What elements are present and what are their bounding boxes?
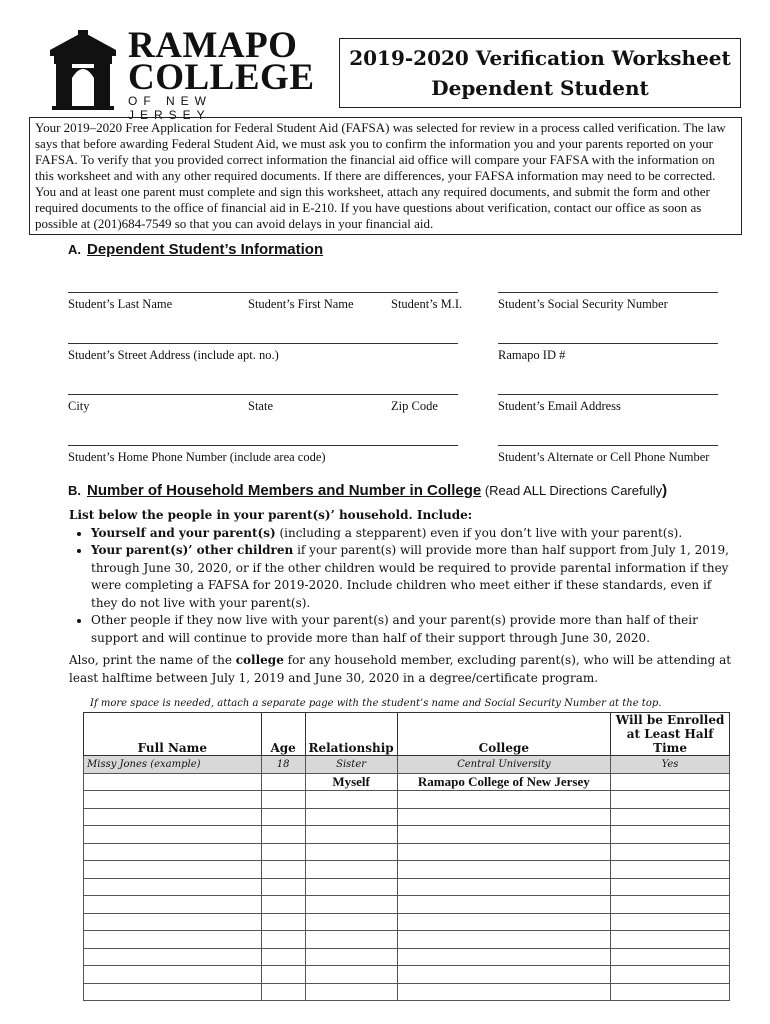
alt-phone-line[interactable] [498,445,718,446]
name-cell[interactable] [84,843,262,861]
table-row [84,913,730,931]
logo-text-ramapo: RAMAPO [128,25,298,66]
age-cell[interactable] [261,931,305,949]
ssn-label: Student’s Social Security Number [498,297,668,311]
header-full-name: Full Name [84,713,262,756]
relationship-cell[interactable] [305,878,397,896]
enrolled-cell[interactable] [611,826,730,844]
city-state-zip-line[interactable] [68,394,458,395]
age-cell[interactable] [261,826,305,844]
section-b-lead: List below the people in your parent(s)’ household. Include: [69,508,473,522]
enrolled-cell[interactable] [611,913,730,931]
list-item: • Your parent(s)’ other children if your parent(s) will provide more than half support from July 1, 2019, through June 30, 2020, or if the other children would be required to provide parental information if they were completing a FAFSA for 2019-2020. Include children who meet either if these standards, even if they do not live with your parent(s). [91,542,737,612]
relationship-cell[interactable] [305,826,397,844]
section-b-note-close: ) [662,482,668,499]
logo-text-college: COLLEGE [128,57,315,98]
ramapo-id-label: Ramapo ID # [498,348,566,362]
enrolled-cell[interactable] [611,931,730,949]
college-cell[interactable] [397,983,611,1001]
worksheet-title-box [339,38,741,108]
email-line[interactable] [498,394,718,395]
header-enrolled: Will be Enrolled at Least Half Time [611,713,730,756]
name-cell[interactable] [84,773,262,791]
table-row [84,826,730,844]
age-cell[interactable] [261,966,305,984]
table-header-row [84,713,730,756]
example-enrolled: Yes [611,756,730,774]
list-item: • Yourself and your parent(s) (including a stepparent) even if you don’t live with your parent(s). [91,525,737,543]
section-b-heading [68,482,667,499]
household-table [83,712,730,1001]
relationship-cell[interactable] [305,791,397,809]
college-cell[interactable]: Ramapo College of New Jersey [397,773,611,791]
college-cell[interactable] [397,966,611,984]
example-age: 18 [261,756,305,774]
section-a-heading [68,241,323,258]
college-cell[interactable] [397,808,611,826]
name-cell[interactable] [84,791,262,809]
header-relationship: Relationship [305,713,397,756]
table-row [84,983,730,1001]
mi-label: Student’s M.I. [391,297,463,311]
relationship-cell[interactable] [305,983,397,1001]
college-logo [48,25,315,122]
relationship-cell[interactable] [305,931,397,949]
table-row [84,896,730,914]
include-list [69,525,737,648]
section-a-letter: A. [68,242,81,257]
enrolled-cell[interactable] [611,791,730,809]
age-cell[interactable] [261,896,305,914]
age-cell[interactable] [261,878,305,896]
enrolled-cell[interactable] [611,808,730,826]
name-cell[interactable] [84,966,262,984]
home-phone-label: Student’s Home Phone Number (include area code) [68,450,326,464]
table-row-example [84,756,730,774]
name-cell[interactable] [84,861,262,879]
relationship-cell[interactable] [305,808,397,826]
age-cell[interactable] [261,913,305,931]
table-row [84,773,730,791]
home-phone-line[interactable] [68,445,458,446]
enrolled-cell[interactable] [611,878,730,896]
name-cell[interactable] [84,913,262,931]
age-cell[interactable] [261,983,305,1001]
enrolled-cell[interactable] [611,983,730,1001]
ramapo-id-line[interactable] [498,343,718,344]
alt-phone-label: Student’s Alternate or Cell Phone Number [498,450,710,464]
college-cell[interactable] [397,913,611,931]
table-row [84,791,730,809]
email-label: Student’s Email Address [498,399,621,413]
enrolled-cell[interactable] [611,773,730,791]
relationship-cell[interactable] [305,966,397,984]
section-b-note: (Read ALL Directions Carefully [481,483,663,498]
table-row [84,931,730,949]
list-item: • Other people if they now live with your parent(s) and your parent(s) provide more than half of their support and will continue to provide more than half of their support through June 30, 2020. [91,612,737,647]
table-row [84,843,730,861]
space-note: If more space is needed, attach a separate page with the student’s name and Social Security Number at the top. [90,698,662,709]
section-b-instructions [69,507,737,687]
enrolled-cell[interactable] [611,966,730,984]
table-row [84,861,730,879]
relationship-cell[interactable]: Myself [305,773,397,791]
age-cell[interactable] [261,791,305,809]
name-cell[interactable] [84,896,262,914]
example-relationship: Sister [305,756,397,774]
enrolled-cell[interactable] [611,948,730,966]
college-cell[interactable] [397,896,611,914]
logo-text-nj: OF NEW JERSEY [128,94,212,122]
enrolled-cell[interactable] [611,861,730,879]
enrolled-cell[interactable] [611,896,730,914]
name-signature-line[interactable] [68,292,458,293]
age-cell[interactable] [261,773,305,791]
relationship-cell[interactable] [305,861,397,879]
arch-logo-icon [48,30,118,110]
name-cell[interactable] [84,826,262,844]
college-cell[interactable] [397,861,611,879]
section-a-title: Dependent Student’s Information [87,241,324,258]
worksheet-title: 2019-2020 Verification Worksheet [349,46,731,70]
college-instruction: Also, print the name of the college for any household member, excluding parent(s), who will be attending at least halftime between July 1, 2019 and June 30, 2020 in a degree/certificate program. [69,653,732,685]
header-college: College [397,713,611,756]
enrolled-cell[interactable] [611,843,730,861]
college-cell[interactable] [397,826,611,844]
name-cell[interactable] [84,931,262,949]
college-cell[interactable] [397,791,611,809]
table-row [84,878,730,896]
city-label: City [68,399,90,413]
name-cell[interactable] [84,878,262,896]
table-row [84,948,730,966]
first-name-label: Student’s First Name [248,297,354,311]
intro-paragraph: Your 2019–2020 Free Application for Federal Student Aid (FAFSA) was selected for review in a process called verification. The law says that before awarding Federal Student Aid, we must ask you to confirm the information you and your parents reported on your FAFSA. To verify that you provided correct information the financial aid office will compare your FAFSA with the information on this worksheet and with any other required documents. If there are differences, your FAFSA information may need to be corrected. You and at least one parent must complete and sign this worksheet, attach any required documents, and submit the form and other required documents to the office of financial aid in E-210. If you have questions about verification, contact our office as soon as possible at (201)684-7549 so that you can avoid delays in your financial aid. [29,117,742,235]
relationship-cell[interactable] [305,843,397,861]
college-cell[interactable] [397,931,611,949]
state-label: State [248,399,273,413]
header-age: Age [261,713,305,756]
example-name: Missy Jones (example) [84,756,262,774]
worksheet-subtitle: Dependent Student [431,76,649,100]
relationship-cell[interactable] [305,913,397,931]
college-cell[interactable] [397,878,611,896]
age-cell[interactable] [261,808,305,826]
relationship-cell[interactable] [305,948,397,966]
college-cell[interactable] [397,948,611,966]
street-label: Student’s Street Address (include apt. no.) [68,348,279,362]
section-b-letter: B. [68,483,81,498]
age-cell[interactable] [261,843,305,861]
college-cell[interactable] [397,843,611,861]
zip-label: Zip Code [391,399,438,413]
age-cell[interactable] [261,861,305,879]
last-name-label: Student’s Last Name [68,297,173,311]
example-college: Central University [397,756,611,774]
street-line[interactable] [68,343,458,344]
relationship-cell[interactable] [305,896,397,914]
section-b-title: Number of Household Members and Number in College [87,482,482,499]
name-cell[interactable] [84,808,262,826]
age-cell[interactable] [261,948,305,966]
table-row [84,966,730,984]
table-row [84,808,730,826]
ssn-line[interactable] [498,292,718,293]
name-cell[interactable] [84,983,262,1001]
name-cell[interactable] [84,948,262,966]
